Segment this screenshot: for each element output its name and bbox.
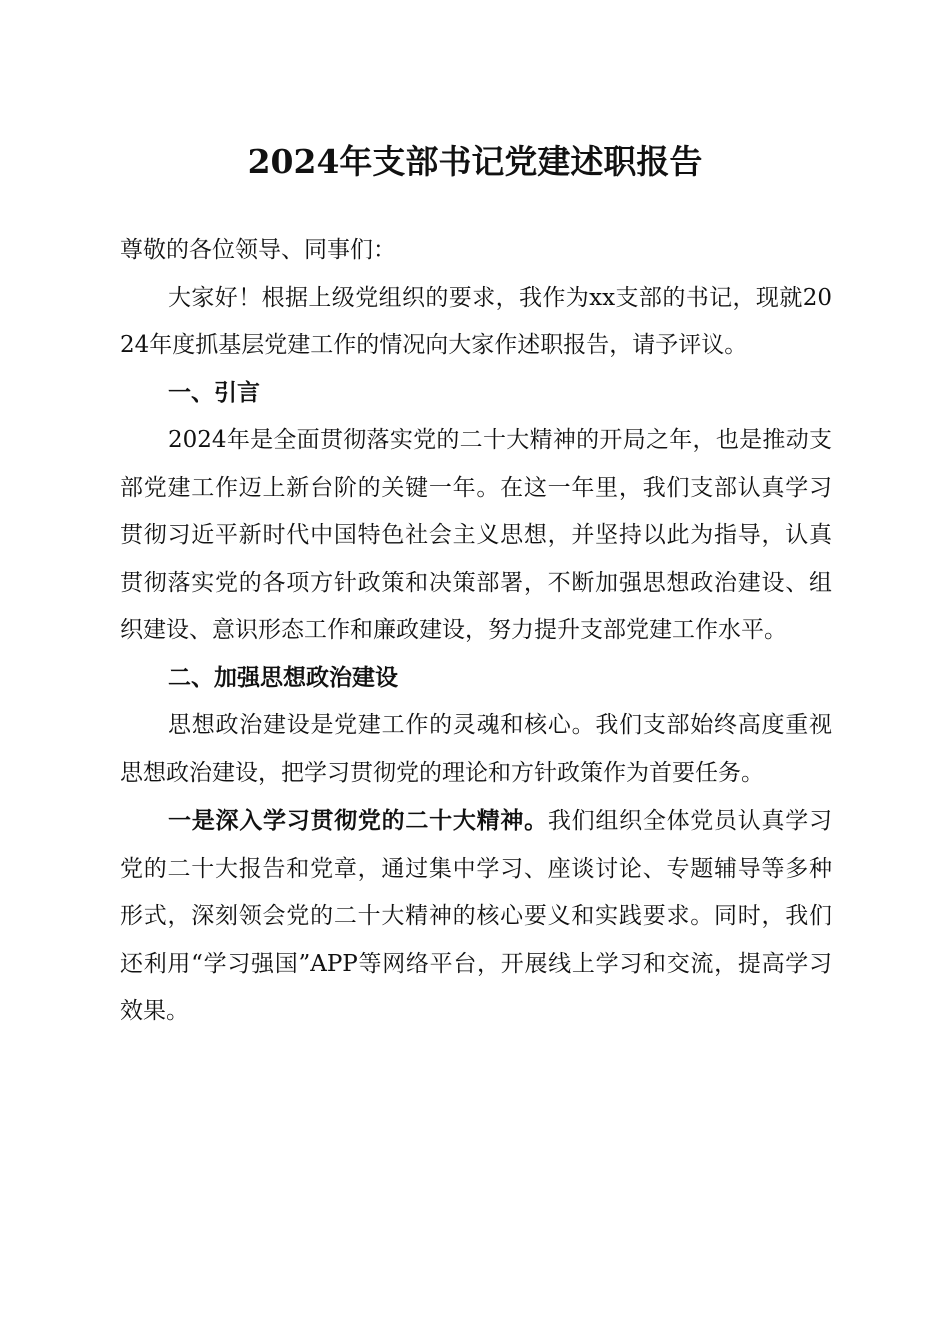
salutation: 尊敬的各位领导、同事们： xyxy=(120,237,396,263)
document-body xyxy=(120,227,832,1036)
introduction-paragraph: 2024年是全面贯彻落实党的二十大精神的开局之年，也是推动支部党建工作迈上新台阶的关键一年。在这一年里，我们支部认真学习贯彻习近平新时代中国特色社会主义思想，并坚持以此为指导，认真贯彻落实党的各项方针政策和决策部署，不断加强思想政治建设、组织建设、意识形态工作和廉政建设，努力提升支部党建工作水平。 xyxy=(120,427,832,643)
section-heading-ideological-building: 二、加强思想政治建设 xyxy=(168,664,398,691)
section-heading-introduction: 一、引言 xyxy=(168,379,260,406)
opening-paragraph: 大家好！根据上级党组织的要求，我作为xx支部的书记，现就2024年度抓基层党建工作的情况向大家作述职报告，请予评议。 xyxy=(120,284,832,358)
ideological-building-paragraph: 思想政治建设是党建工作的灵魂和核心。我们支部始终高度重视思想政治建设，把学习贯彻党的理论和方针政策作为首要任务。 xyxy=(120,712,832,786)
document-title: 2024年支部书记党建述职报告 xyxy=(247,142,703,181)
point-one-lead: 一是深入学习贯彻党的二十大精神。 xyxy=(168,807,548,834)
point-one-text: 我们组织全体党员认真学习党的二十大报告和党章，通过集中学习、座谈讨论、专题辅导等多种形式，深刻领会党的二十大精神的核心要义和实践要求。同时，我们还利用“学习强国”APP等网络平台，开展线上学习和交流，提高学习效果。 xyxy=(120,808,833,1024)
point-one-paragraph xyxy=(120,797,832,1036)
